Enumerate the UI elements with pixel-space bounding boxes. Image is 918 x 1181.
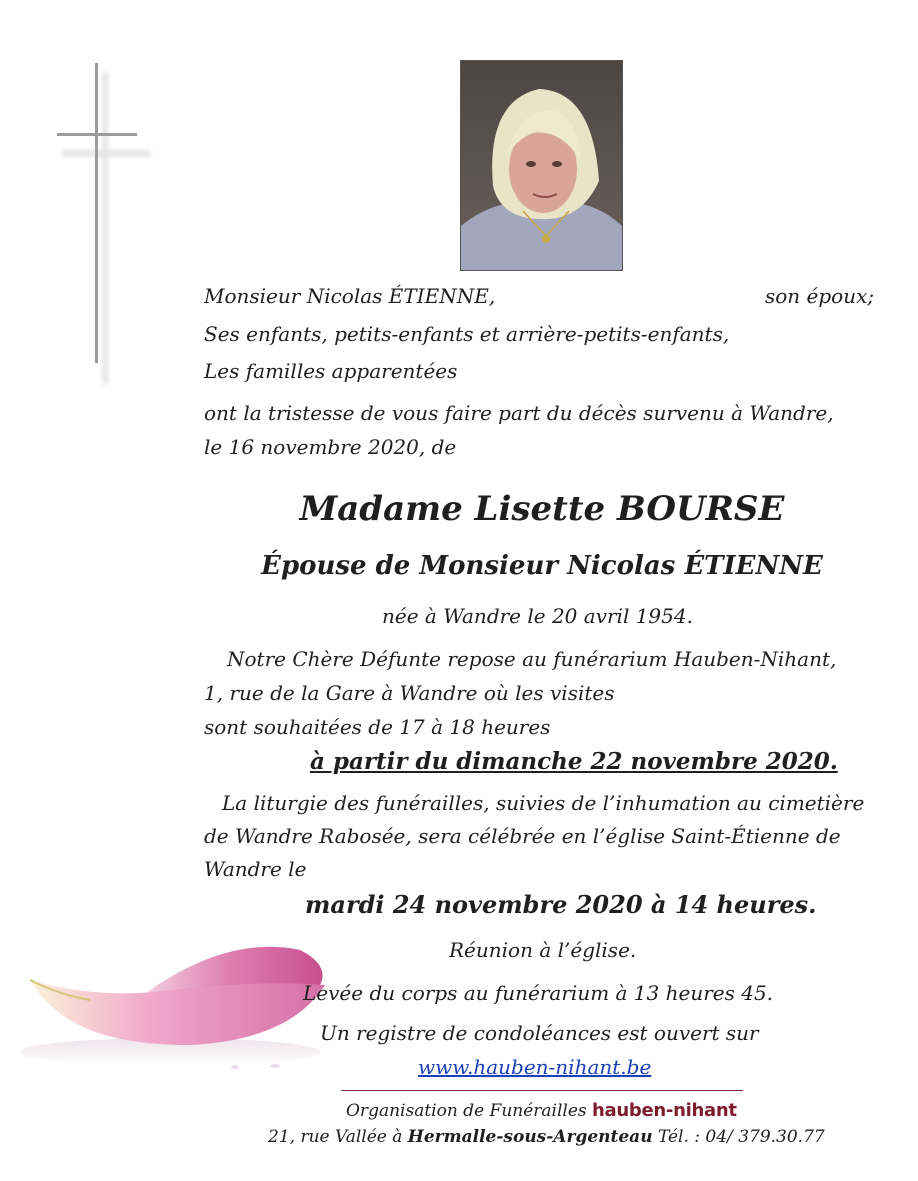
relation-label: son époux; xyxy=(765,284,875,308)
brand-logo: hauben-nihant xyxy=(592,1100,737,1121)
cross-shadow-horizontal xyxy=(62,150,150,157)
announcement-line-4: ont la tristesse de vous faire part du décès survenu à Wandre, xyxy=(204,401,834,425)
address-prefix: 21, rue Vallée à xyxy=(268,1127,403,1147)
visits-line-2: 1, rue de la Gare à Wandre où les visites xyxy=(204,681,615,705)
cross-icon-bar xyxy=(57,133,137,136)
cross-icon xyxy=(95,63,98,363)
announcement-line-5: le 16 novembre 2020, de xyxy=(204,435,457,459)
visits-line-3: sont souhaitées de 17 à 18 heures xyxy=(204,715,551,739)
cross-shadow xyxy=(102,72,108,384)
ceremony-line-1: La liturgie des funérailles, suivies de l’inhumation au cimetière xyxy=(222,791,865,815)
announcement-line-3: Les familles apparentées xyxy=(204,359,458,383)
deceased-spouse: Épouse de Monsieur Nicolas ÉTIENNE xyxy=(261,551,823,581)
address-town: Hermalle-sous-Argenteau xyxy=(407,1127,653,1147)
phone-number: Tél. : 04/ 379.30.77 xyxy=(657,1127,825,1147)
birth-info: née à Wandre le 20 avril 1954. xyxy=(382,604,693,628)
footer-organisation xyxy=(346,1100,737,1122)
ceremony-date: mardi 24 novembre 2020 à 14 heures. xyxy=(305,890,817,919)
ceremony-line-3: Wandre le xyxy=(204,857,307,881)
lotus-petal-decoration xyxy=(0,930,340,1070)
announcement-line-1: Monsieur Nicolas ÉTIENNE, xyxy=(204,284,496,308)
deceased-name: Madame Lisette BOURSE xyxy=(299,489,785,529)
footer-address xyxy=(268,1126,825,1148)
footer-org-prefix: Organisation de Funérailles xyxy=(346,1101,587,1121)
portrait-photo xyxy=(460,60,623,271)
footer-divider xyxy=(341,1090,743,1091)
ceremony-line-2: de Wandre Rabosée, sera célébrée en l’église Saint-Étienne de xyxy=(204,824,841,848)
website-link[interactable]: www.hauben-nihant.be xyxy=(418,1055,652,1079)
meeting-info: Réunion à l’église. xyxy=(449,938,637,962)
levee-info: Levée du corps au funérarium à 13 heures 45. xyxy=(303,981,774,1005)
visits-start: à partir du dimanche 22 novembre 2020. xyxy=(310,748,838,775)
announcement-line-2: Ses enfants, petits-enfants et arrière-petits-enfants, xyxy=(204,322,730,346)
registry-info: Un registre de condoléances est ouvert sur xyxy=(320,1021,759,1045)
visits-line-1: Notre Chère Défunte repose au funérarium Hauben-Nihant, xyxy=(227,647,837,671)
